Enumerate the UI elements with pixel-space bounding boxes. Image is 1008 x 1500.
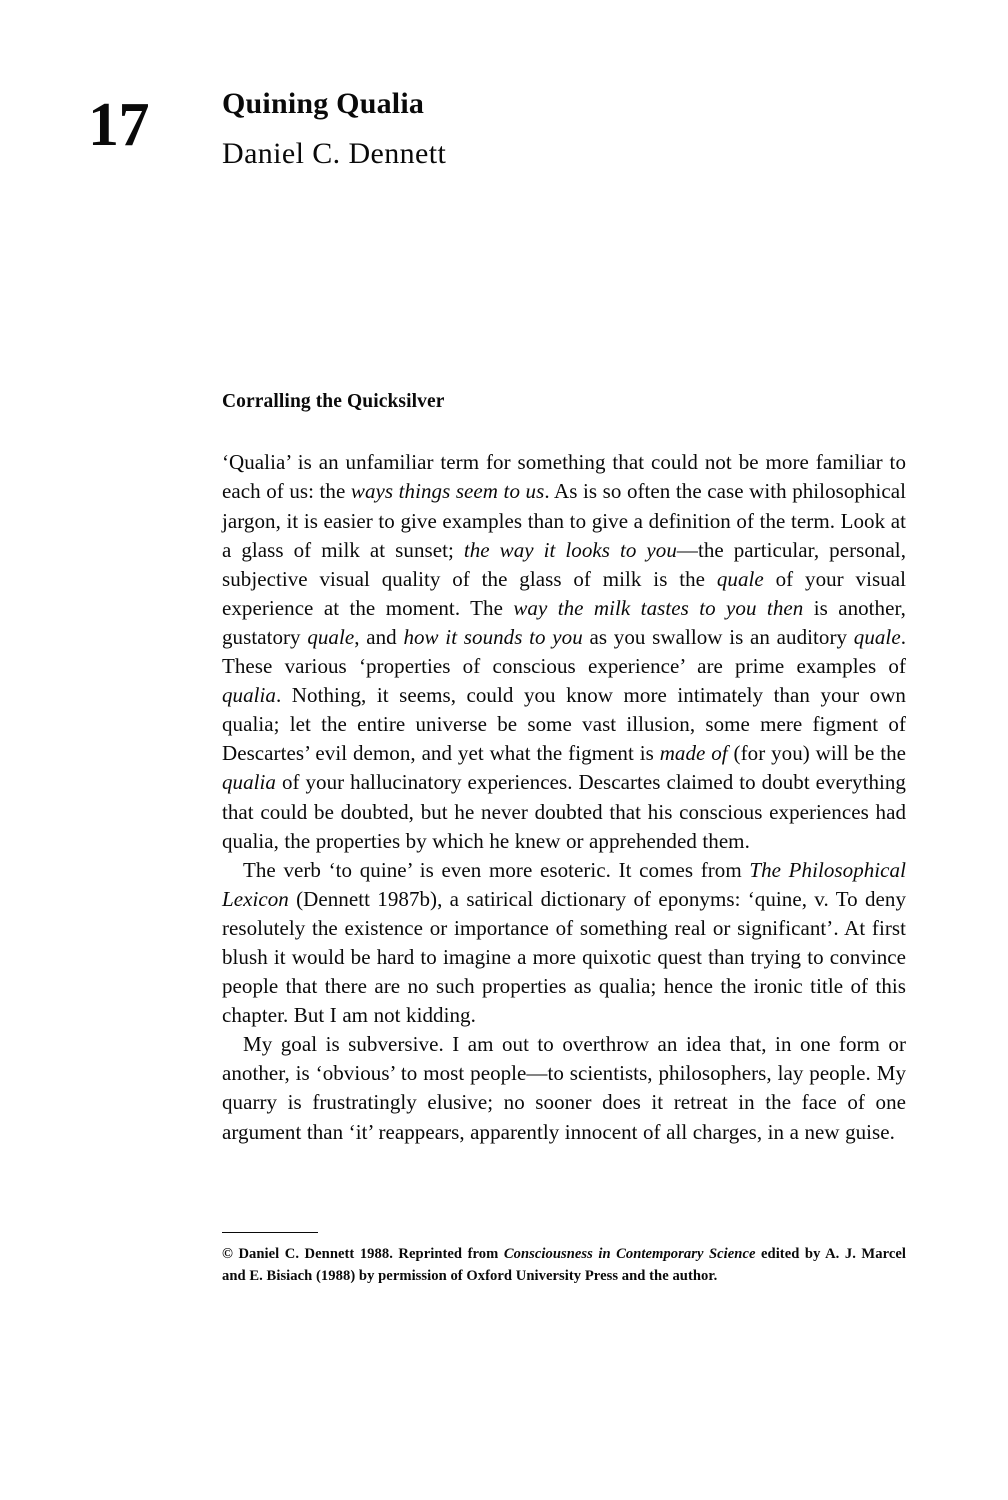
italic-run: qualia <box>222 683 276 708</box>
italic-run: The Philosophical Lexicon <box>222 857 906 911</box>
text-run: My goal is subversive. I am out to overthrow an idea that, in one form or another, is ‘obvious’ to most people—to scientists, philosophers, lay people. My quarry is frustratingly elusive; no sooner does it retreat in the face of one argument than ‘it’ reappears, apparently innocent of all charges, in a new guise. <box>222 1032 906 1144</box>
text-run: as you swallow is an auditory <box>582 624 854 649</box>
chapter-author: Daniel C. Dennett <box>222 137 447 170</box>
text-run: of your visual experience at the moment. The <box>222 566 906 620</box>
text-run: edited by A. J. Marcel and E. Bisiach (1988) by permission of Oxford University Press and the author. <box>222 1246 907 1284</box>
text-run: —the particular, personal, subjective visual quality of the glass of milk is the <box>222 537 906 591</box>
footnote-block <box>222 1232 906 1287</box>
body-column <box>222 390 906 1147</box>
footnote-copyright <box>222 1244 906 1287</box>
italic-run: quale <box>307 624 355 649</box>
italic-run: Consciousness in Contemporary Science <box>503 1246 756 1262</box>
section-heading: Corralling the Quicksilver <box>222 391 445 412</box>
italic-run: ways things seem to us <box>350 479 545 504</box>
footnote-rule <box>222 1232 318 1233</box>
chapter-number: 17 <box>88 91 149 159</box>
italic-run: way the milk tastes to you then <box>513 595 804 620</box>
italic-run: quale <box>853 624 901 649</box>
text-run: (for you) will be the <box>727 741 907 766</box>
italic-run: quale <box>716 566 764 591</box>
text-run: ‘Qualia’ is an unfamiliar term for something that could not be more familiar to each of us: the <box>222 450 906 504</box>
chapter-header <box>0 48 1008 198</box>
text-run: © Daniel C. Dennett 1988. Reprinted from <box>222 1246 504 1262</box>
text-run: The verb ‘to quine’ is even more esoteric. It comes from <box>243 857 750 882</box>
text-run: is another, gustatory <box>222 595 906 649</box>
text-run: . Nothing, it seems, could you know more intimately than your own qualia; let the entire universe be some vast illusion, some mere figment of Descartes’ evil demon, and yet what the figment is <box>222 683 906 766</box>
paragraph-to-quine <box>222 856 906 1031</box>
italic-run: how it sounds to you <box>403 624 583 649</box>
italic-run: qualia <box>222 770 276 795</box>
paragraph-subversive-goal <box>222 1030 906 1146</box>
text-run: of your hallucinatory experiences. Descartes claimed to doubt everything that could be doubted, but he never doubted that his conscious experiences had qualia, the properties by which he knew or apprehended them. <box>222 770 906 853</box>
italic-run: made of <box>659 741 728 766</box>
paragraph-qualia-definition <box>222 448 906 855</box>
text-run: . These various ‘properties of conscious experience’ are prime examples of <box>222 624 906 679</box>
italic-run: the way it looks to you <box>463 537 677 562</box>
text-run: (Dennett 1987b), a satirical dictionary of eponyms: ‘quine, v. To deny resolutely the existence or importance of something real or significant’. At first blush it would be hard to imagine a more quixotic quest than trying to convince people that there are no such properties as qualia; hence the ironic title of this chapter. But I am not kidding. <box>222 886 906 1028</box>
chapter-title: Quining Qualia <box>222 87 425 121</box>
text-run: , and <box>354 624 404 649</box>
text-run: . As is so often the case with philosophical jargon, it is easier to give examples than to give a definition of the term. Look at a glass of milk at sunset; <box>222 479 906 562</box>
